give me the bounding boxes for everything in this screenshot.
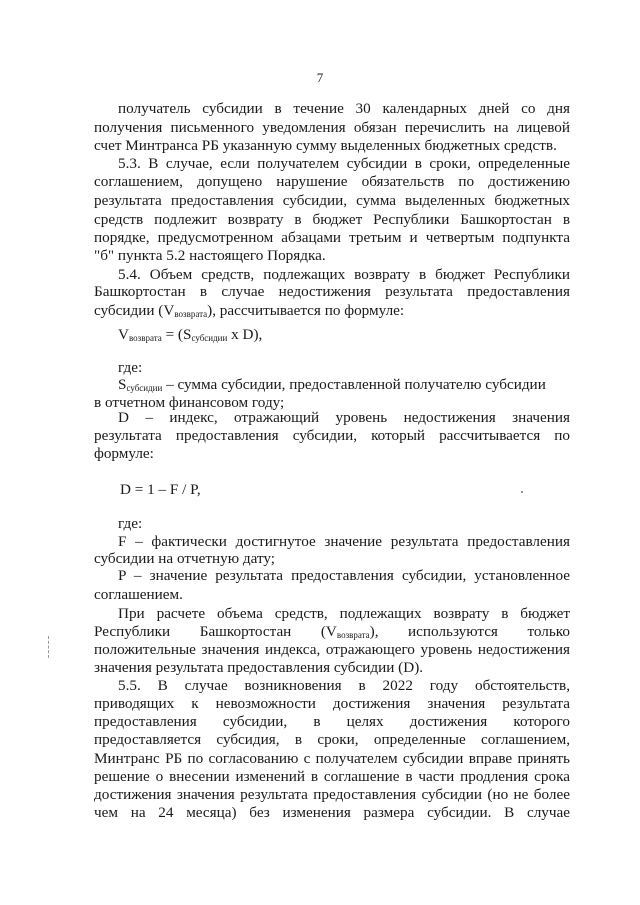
page-number: 7 [316, 70, 324, 85]
text-line: в отчетном финансовом году; [94, 394, 285, 411]
text-line: 5.3. В случае, если получателем субсидии в сроки, определенные [118, 155, 570, 172]
text-line: P – значение результата предоставления субсидии, установленное [118, 567, 570, 584]
text-line: значения результата предоставления субсидии (D). [94, 659, 424, 676]
text-line: 5.4. Объем средств, подлежащих возврату в бюджет Республики [118, 266, 570, 283]
text-line: соглашением, допущено нарушение обязательств по достижению [94, 173, 570, 190]
text-line: результата предоставления субсидии, сумма выделенных бюджетных [94, 192, 570, 209]
margin-mark [48, 636, 50, 658]
text-line: предоставляется субсидия, в сроки, определенные соглашением, [94, 731, 570, 748]
text-line: счет Минтранса РБ указанную сумму выделенных бюджетных средств. [94, 137, 557, 154]
text-line: предоставления субсидии, в целях достижения которого [94, 713, 570, 730]
text-line: решение о внесении изменений в соглашение в части продления срока [94, 768, 570, 785]
text-line: порядке, предусмотренном абзацами третьим и четвертым подпункта [94, 229, 570, 246]
text-line: Минтранс РБ по согласованию с получателем субсидии вправе принять [94, 750, 570, 767]
text-line: получения письменного уведомления обязан перечислить на лицевой [94, 119, 570, 136]
text-line: результата предоставления субсидии, который рассчитывается по [94, 427, 570, 444]
text-line: F – фактически достигнутое значение результата предоставления [118, 533, 570, 550]
text-line: формуле: [94, 445, 154, 462]
text-line: D – индекс, отражающий уровень недостижения значения [118, 409, 570, 426]
text-line: субсидии на отчетную дату; [94, 550, 276, 567]
text-line: где: [118, 359, 143, 376]
text-line: положительные значения индекса, отражающего уровень недостижения [94, 641, 570, 658]
formula-d: D = 1 – F / P, [120, 481, 201, 498]
text-line: $S_{субсидии}$ – сумма субсидии, предоставленной получателю субсидии [118, 376, 546, 393]
text-line: субсидии $(V_{возврата})$, рассчитывается по формуле: [94, 302, 405, 319]
text-line: "б" пункта 5.2 настоящего Порядка. [94, 247, 326, 264]
text-line: средств подлежит возврату в бюджет Республики Башкортостан в [94, 211, 570, 228]
text-line: приводящих к невозможности достижения значения результата [94, 695, 570, 712]
text-line: чем на 24 месяца) без изменения размера субсидии. В случае [94, 804, 570, 821]
text-line: Республики Башкортостан $(V_{возврата})$, используются только [94, 623, 570, 640]
text-line: 5.5. В случае возникновения в 2022 году обстоятельств, [118, 677, 570, 694]
text-line: соглашением. [94, 586, 183, 603]
text-line: где: [118, 515, 143, 532]
formula-v: $V_{возврата} = (S_{субсидии}$ x D), [118, 326, 263, 343]
scan-speck [521, 491, 523, 493]
text-line: Башкортостан в случае недостижения результата предоставления [94, 283, 570, 300]
text-line: получатель субсидии в течение 30 календарных дней со дня [118, 100, 570, 117]
text-line: достижения значения результата предоставления субсидии (но не более [94, 786, 570, 803]
text-line: При расчете объема средств, подлежащих возврату в бюджет [118, 605, 570, 622]
